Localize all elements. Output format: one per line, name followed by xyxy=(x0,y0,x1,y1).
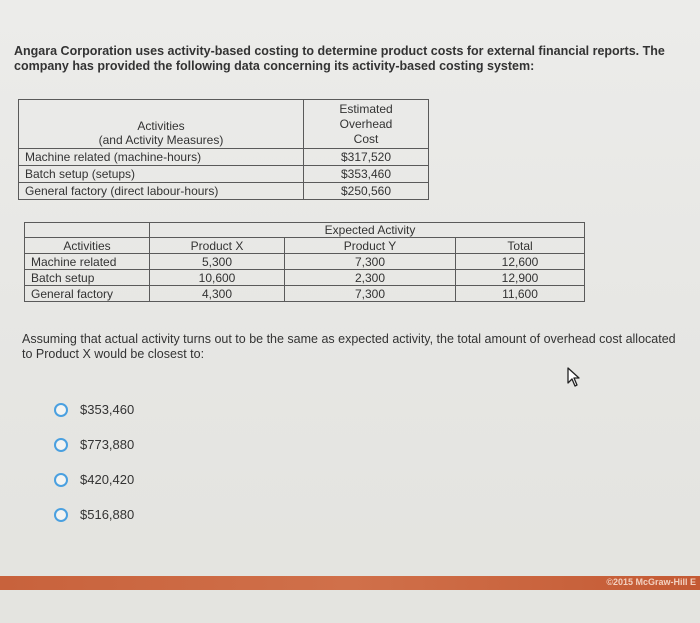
table-row: General factory 4,300 7,300 11,600 xyxy=(25,286,585,302)
group-header: Expected Activity xyxy=(285,223,456,238)
radio-button[interactable] xyxy=(54,508,68,522)
table-row: Batch setup 10,600 2,300 12,900 xyxy=(25,270,585,286)
table-row: Machine related 5,300 7,300 12,600 xyxy=(25,254,585,270)
overhead-cost-table xyxy=(18,99,429,200)
answer-option[interactable] xyxy=(54,427,134,462)
answer-option-label: $516,880 xyxy=(80,507,135,522)
table-header-row: Activities Product X Product Y Total xyxy=(25,238,585,254)
mouse-pointer-icon xyxy=(566,367,582,387)
table-row: Machine related (machine-hours) $317,520 xyxy=(19,149,429,166)
answer-option[interactable] xyxy=(54,462,134,497)
cost-table-header-cost: Estimated Overhead Cost xyxy=(304,100,429,149)
answer-options xyxy=(54,392,134,532)
intro-text: Angara Corporation uses activity-based costing to determine product costs for external financial reports. The company has provided the following data concerning its activity-based costing system: xyxy=(14,44,665,73)
answer-option-label: $420,420 xyxy=(80,472,135,487)
answer-option[interactable] xyxy=(54,497,134,532)
expected-activity-table xyxy=(24,222,585,302)
answer-option-label: $773,880 xyxy=(80,437,135,452)
question-text: Assuming that actual activity turns out to be the same as expected activity, the total amount of overhead cost allocated to Product X would be closest to: xyxy=(22,332,676,361)
radio-button[interactable] xyxy=(54,473,68,487)
radio-button[interactable] xyxy=(54,403,68,417)
answer-option-label: $353,460 xyxy=(80,402,135,417)
radio-button[interactable] xyxy=(54,438,68,452)
table-row: General factory (direct labour-hours) $250,560 xyxy=(19,183,429,200)
copyright-text: ©2015 McGraw-Hill E xyxy=(606,577,696,587)
table-row: Batch setup (setups) $353,460 xyxy=(19,166,429,183)
cost-table-header-activities: Activities (and Activity Measures) xyxy=(19,100,304,149)
bottom-strip xyxy=(0,590,700,623)
answer-option[interactable] xyxy=(54,392,134,427)
footer-bar xyxy=(0,576,700,590)
